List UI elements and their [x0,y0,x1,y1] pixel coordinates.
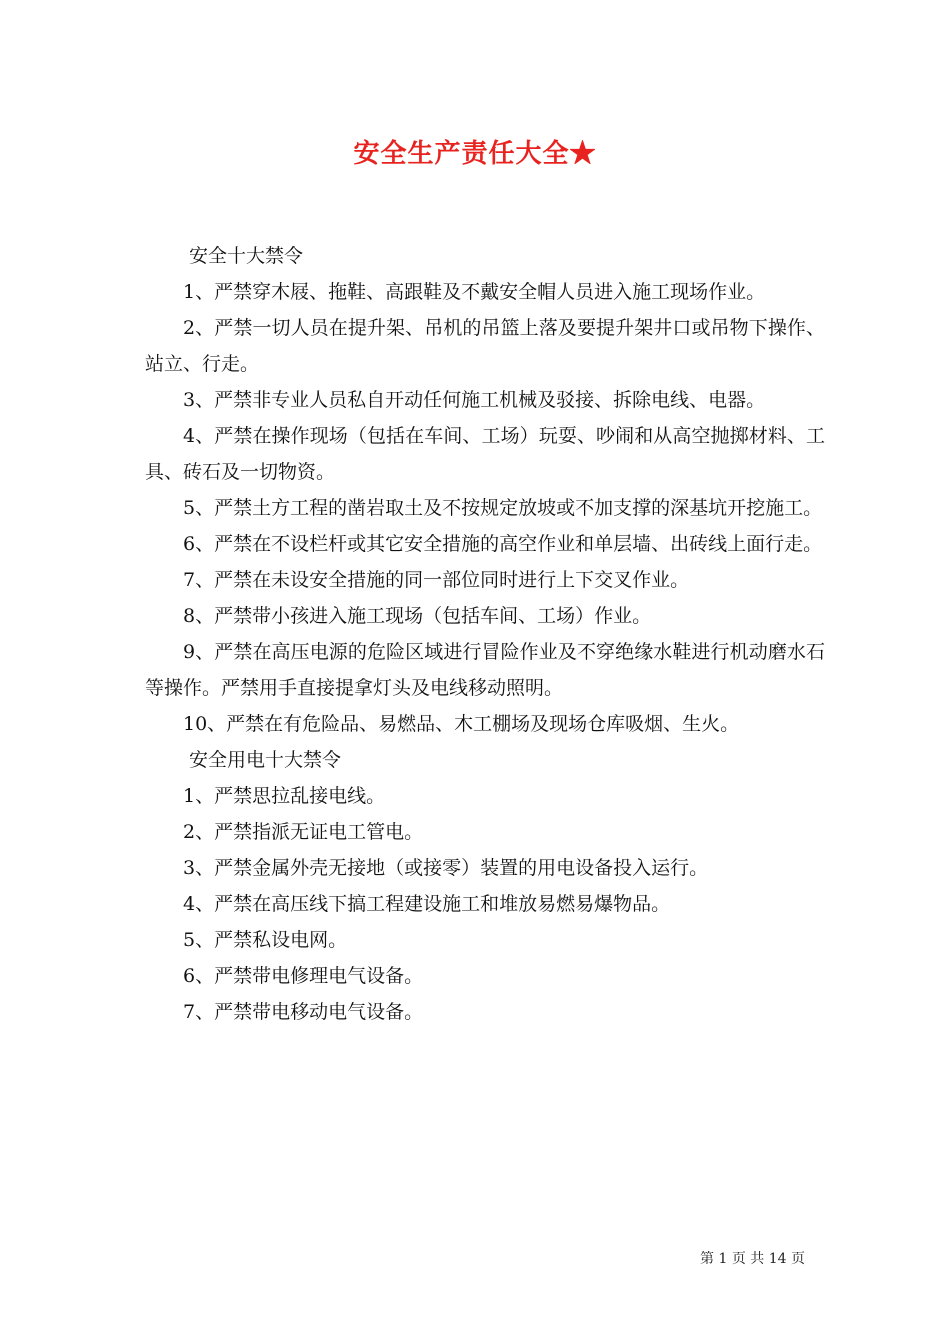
list-item: 8、严禁带小孩进入施工现场（包括车间、工场）作业。 [183,605,652,627]
list-item: 9、严禁在高压电源的危险区域进行冒险作业及不穿绝缘水鞋进行机动磨水石等操作。严禁用手直接提拿灯头及电线移动照明。 [145,641,825,699]
list-item: 3、严禁非专业人员私自开动任何施工机械及驳接、拆除电线、电器。 [183,389,766,411]
list-item: 6、严禁带电修理电气设备。 [183,965,424,987]
list-item: 2、严禁一切人员在提升架、吊机的吊篮上落及要提升架井口或吊物下操作、站立、行走。 [145,317,825,375]
list-item: 10、严禁在有危险品、易燃品、木工棚场及现场仓库吸烟、生火。 [183,713,740,735]
list-item: 5、严禁土方工程的凿岩取土及不按规定放坡或不加支撑的深基坑开挖施工。 [183,497,823,519]
section-heading: 安全用电十大禁令 [189,749,342,771]
list-item: 5、严禁私设电网。 [183,929,348,951]
page-footer: 第 1 页 共 14 页 [700,1251,805,1267]
list-item: 7、严禁带电移动电气设备。 [183,1001,424,1023]
list-item: 4、严禁在操作现场（包括在车间、工场）玩耍、吵闹和从高空抛掷材料、工具、砖石及一切物资。 [145,425,825,483]
list-item: 3、严禁金属外壳无接地（或接零）装置的用电设备投入运行。 [183,857,709,879]
list-item: 4、严禁在高压线下搞工程建设施工和堆放易燃易爆物品。 [183,893,671,915]
list-item: 1、严禁思拉乱接电线。 [183,785,386,807]
section-heading: 安全十大禁令 [189,245,304,267]
list-item: 1、严禁穿木屐、拖鞋、高跟鞋及不戴安全帽人员进入施工现场作业。 [183,281,766,303]
list-item: 6、严禁在不设栏杆或其它安全措施的高空作业和单层墙、出砖线上面行走。 [183,533,823,555]
list-item: 7、严禁在未设安全措施的同一部位同时进行上下交叉作业。 [183,569,690,591]
document-title: 安全生产责任大全★ [353,139,597,169]
document-body [145,238,825,1030]
list-item: 2、严禁指派无证电工管电。 [183,821,424,843]
